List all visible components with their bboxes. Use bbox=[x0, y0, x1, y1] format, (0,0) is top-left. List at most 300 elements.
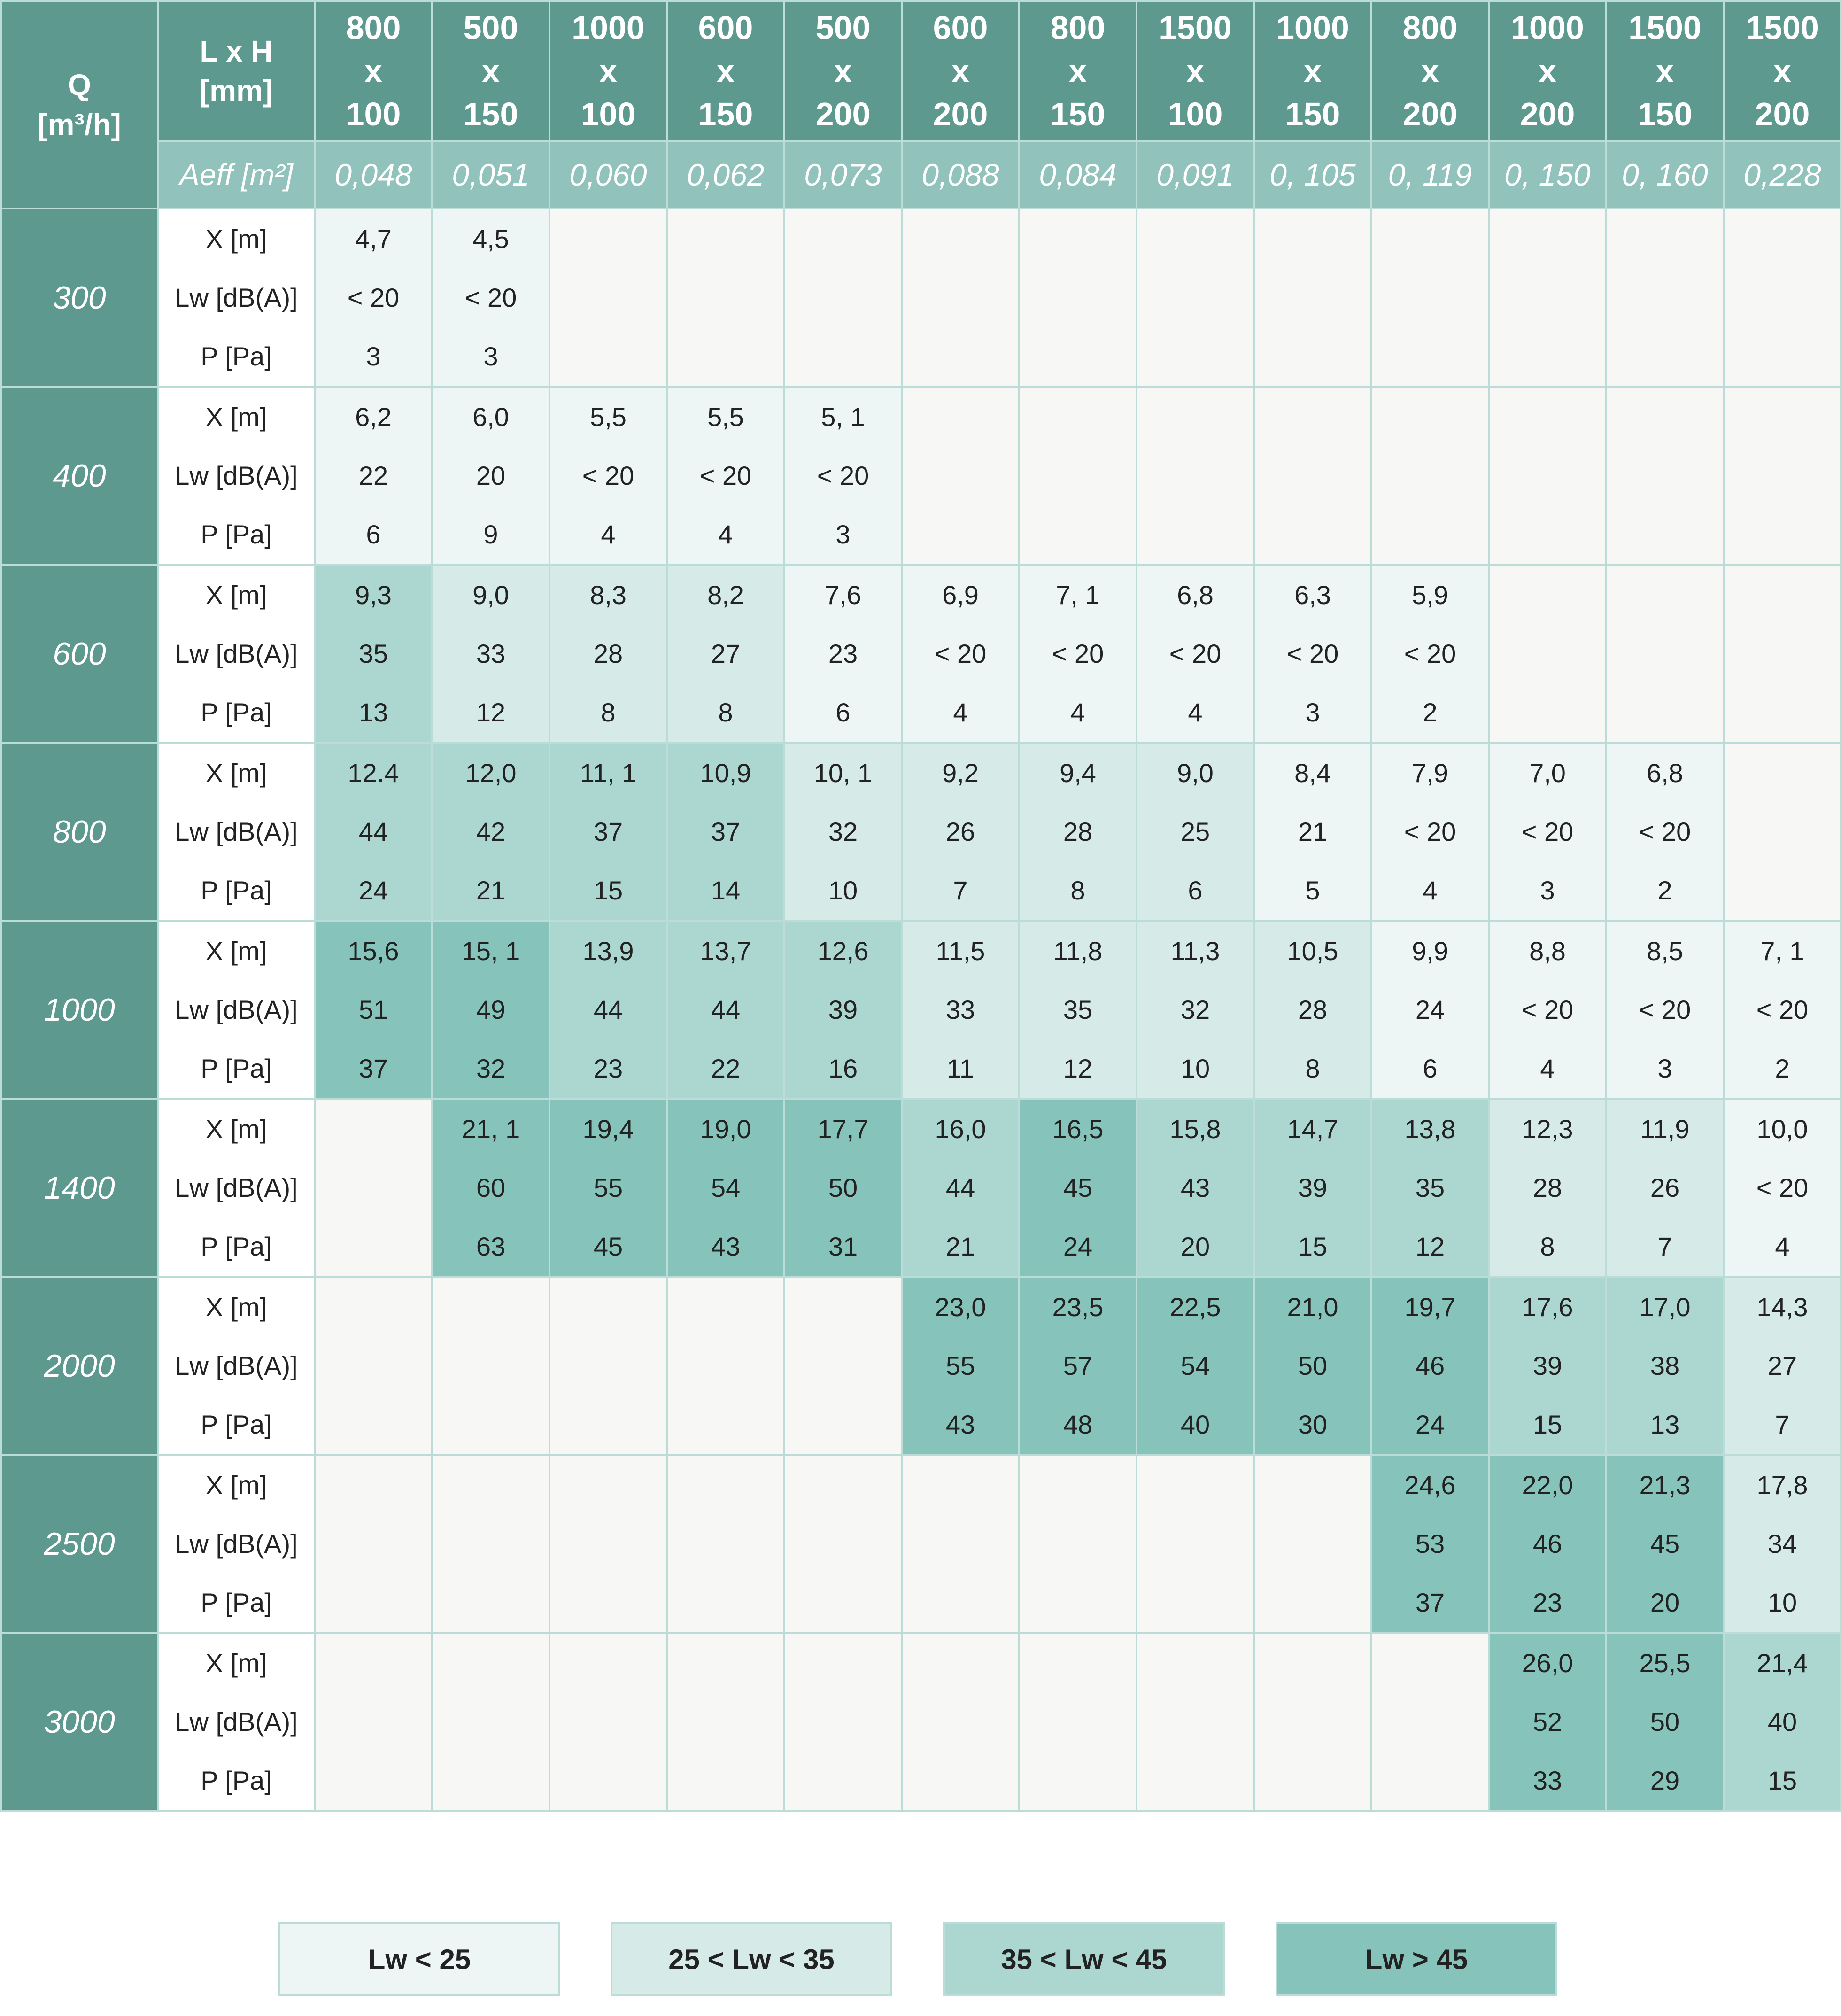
data-cell bbox=[1137, 565, 1254, 743]
parameter-label: P [Pa] bbox=[201, 1410, 272, 1439]
data-cell bbox=[315, 921, 432, 1099]
throw-distance-value: 6,8 bbox=[1177, 580, 1214, 610]
parameter-labels bbox=[158, 1277, 315, 1455]
throw-distance-value: 21,3 bbox=[1639, 1470, 1691, 1500]
parameter-label: X [m] bbox=[205, 224, 267, 254]
empty-cell bbox=[667, 1277, 784, 1455]
empty-cell bbox=[1137, 1455, 1254, 1633]
data-cell bbox=[1137, 743, 1254, 921]
pressure-drop-value: 14 bbox=[711, 876, 741, 905]
parameter-label: X [m] bbox=[205, 1648, 267, 1678]
column-header bbox=[1254, 1, 1371, 141]
data-cell bbox=[902, 565, 1019, 743]
throw-distance-value: 17,0 bbox=[1639, 1292, 1691, 1322]
pressure-drop-value: 4 bbox=[1423, 876, 1438, 905]
data-cell bbox=[1724, 1455, 1841, 1633]
throw-distance-value: 4,5 bbox=[472, 224, 509, 254]
data-cell bbox=[1606, 1099, 1724, 1277]
pressure-drop-value: 5 bbox=[1305, 876, 1320, 905]
sound-power-value: 28 bbox=[1063, 817, 1093, 846]
empty-cell bbox=[1137, 387, 1254, 565]
sound-power-value: 46 bbox=[1415, 1351, 1445, 1380]
table-row bbox=[1, 565, 1841, 743]
throw-distance-value: 12,6 bbox=[817, 936, 869, 966]
pressure-drop-value: 4 bbox=[1188, 698, 1203, 727]
pressure-drop-value: 4 bbox=[1775, 1232, 1790, 1261]
sound-power-value: < 20 bbox=[1404, 639, 1456, 668]
parameter-label: P [Pa] bbox=[201, 520, 272, 549]
sound-power-value: 54 bbox=[711, 1173, 741, 1202]
throw-distance-value: 10,0 bbox=[1756, 1114, 1808, 1144]
column-height: 100 bbox=[1168, 96, 1223, 132]
flow-rate-header-line1: Q bbox=[68, 68, 91, 102]
throw-distance-value: 11,5 bbox=[936, 936, 985, 966]
throw-distance-value: 12,3 bbox=[1522, 1114, 1573, 1144]
column-header bbox=[1606, 1, 1724, 141]
column-width: 1000 bbox=[572, 9, 645, 46]
data-cell bbox=[1489, 1277, 1606, 1455]
throw-distance-value: 16,5 bbox=[1052, 1114, 1104, 1144]
pressure-drop-value: 3 bbox=[366, 341, 381, 371]
column-header bbox=[432, 1, 549, 141]
pressure-drop-value: 6 bbox=[1423, 1054, 1438, 1083]
empty-cell bbox=[1254, 209, 1371, 387]
sound-power-value: 39 bbox=[1532, 1351, 1563, 1380]
throw-distance-value: 24,6 bbox=[1404, 1470, 1456, 1500]
sound-power-value: 54 bbox=[1180, 1351, 1210, 1380]
parameter-labels bbox=[158, 565, 315, 743]
data-cell bbox=[1254, 1277, 1371, 1455]
column-separator: x bbox=[481, 53, 500, 89]
throw-distance-value: 9,2 bbox=[942, 758, 979, 788]
column-width: 600 bbox=[933, 9, 988, 46]
parameter-labels bbox=[158, 1455, 315, 1633]
aeff-value: 0,088 bbox=[902, 141, 1019, 209]
sound-power-value: 50 bbox=[828, 1173, 858, 1202]
column-width: 1000 bbox=[1276, 9, 1349, 46]
data-cell bbox=[1606, 1633, 1724, 1811]
sound-power-value: 42 bbox=[476, 817, 506, 846]
data-cell bbox=[1489, 743, 1606, 921]
data-cell bbox=[902, 1099, 1019, 1277]
column-separator: x bbox=[1186, 53, 1205, 89]
sound-power-value: 39 bbox=[1298, 1173, 1328, 1202]
sound-power-value: 44 bbox=[358, 817, 388, 846]
pressure-drop-value: 45 bbox=[593, 1232, 623, 1261]
data-cell bbox=[902, 743, 1019, 921]
sound-power-value: 27 bbox=[1767, 1351, 1797, 1380]
column-header bbox=[1137, 1, 1254, 141]
pressure-drop-value: 3 bbox=[1657, 1054, 1672, 1083]
throw-distance-value: 26,0 bbox=[1522, 1648, 1573, 1678]
parameter-label: X [m] bbox=[205, 936, 267, 966]
aeff-value: 0,062 bbox=[667, 141, 784, 209]
empty-cell bbox=[1137, 1633, 1254, 1811]
pressure-drop-value: 20 bbox=[1180, 1232, 1210, 1261]
column-height: 200 bbox=[933, 96, 988, 132]
throw-distance-value: 19,7 bbox=[1404, 1292, 1456, 1322]
throw-distance-value: 6,8 bbox=[1647, 758, 1683, 788]
dimension-header-line2: [mm] bbox=[199, 74, 273, 108]
pressure-drop-value: 8 bbox=[718, 698, 733, 727]
throw-distance-value: 19,4 bbox=[582, 1114, 634, 1144]
empty-cell bbox=[315, 1633, 432, 1811]
empty-cell bbox=[549, 209, 667, 387]
empty-cell bbox=[432, 1455, 549, 1633]
throw-distance-value: 16,0 bbox=[935, 1114, 986, 1144]
data-cell bbox=[1137, 1099, 1254, 1277]
flow-rate-value: 2000 bbox=[1, 1277, 158, 1455]
throw-distance-value: 6,2 bbox=[355, 402, 392, 432]
sound-power-value: 35 bbox=[358, 639, 388, 668]
sound-power-value: 23 bbox=[828, 639, 858, 668]
table-row bbox=[1, 1099, 1841, 1277]
table-row bbox=[1, 387, 1841, 565]
pressure-drop-value: 13 bbox=[358, 698, 388, 727]
data-cell bbox=[1724, 921, 1841, 1099]
empty-cell bbox=[1019, 387, 1137, 565]
table-row bbox=[1, 209, 1841, 387]
pressure-drop-value: 9 bbox=[483, 520, 498, 549]
empty-cell bbox=[1019, 209, 1137, 387]
column-height: 150 bbox=[698, 96, 753, 132]
sound-power-value: < 20 bbox=[1286, 639, 1339, 668]
throw-distance-value: 15, 1 bbox=[461, 936, 520, 966]
column-width: 1000 bbox=[1511, 9, 1584, 46]
column-separator: x bbox=[1655, 53, 1674, 89]
throw-distance-value: 23,5 bbox=[1052, 1292, 1104, 1322]
flow-rate-header bbox=[1, 1, 158, 209]
parameter-label: P [Pa] bbox=[201, 1054, 272, 1083]
pressure-drop-value: 6 bbox=[835, 698, 851, 727]
throw-distance-value: 22,5 bbox=[1169, 1292, 1221, 1322]
pressure-drop-value: 8 bbox=[1070, 876, 1085, 905]
parameter-label: Lw [dB(A)] bbox=[175, 1707, 298, 1737]
pressure-drop-value: 4 bbox=[953, 698, 968, 727]
sound-power-value: < 20 bbox=[347, 283, 400, 312]
data-cell bbox=[1489, 1099, 1606, 1277]
throw-distance-value: 6,9 bbox=[942, 580, 979, 610]
column-separator: x bbox=[1068, 53, 1087, 89]
throw-distance-value: 8,2 bbox=[707, 580, 744, 610]
throw-distance-value: 15,8 bbox=[1169, 1114, 1221, 1144]
pressure-drop-value: 24 bbox=[1415, 1410, 1445, 1439]
data-cell bbox=[549, 565, 667, 743]
flow-rate-value: 1000 bbox=[1, 921, 158, 1099]
throw-distance-value: 12,0 bbox=[465, 758, 517, 788]
data-cell bbox=[432, 387, 549, 565]
parameter-label: Lw [dB(A)] bbox=[175, 1351, 298, 1380]
throw-distance-value: 7, 1 bbox=[1760, 936, 1804, 966]
data-cell bbox=[432, 209, 549, 387]
flow-rate-header-line2: [m³/h] bbox=[38, 108, 121, 141]
column-height: 200 bbox=[1402, 96, 1458, 132]
aeff-value: 0, 119 bbox=[1371, 141, 1489, 209]
throw-distance-value: 11,8 bbox=[1053, 936, 1103, 966]
column-height: 200 bbox=[815, 96, 871, 132]
aeff-value: 0, 150 bbox=[1489, 141, 1606, 209]
pressure-drop-value: 4 bbox=[601, 520, 616, 549]
aeff-value: 0,084 bbox=[1019, 141, 1137, 209]
parameter-label: X [m] bbox=[205, 402, 267, 432]
legend-item: 25 < Lw < 35 bbox=[611, 1922, 892, 1996]
column-width: 1500 bbox=[1628, 9, 1702, 46]
column-separator: x bbox=[1303, 53, 1322, 89]
sound-power-value: 57 bbox=[1063, 1351, 1093, 1380]
throw-distance-value: 11,9 bbox=[1640, 1114, 1690, 1144]
aeff-value: 0,073 bbox=[784, 141, 902, 209]
column-separator: x bbox=[716, 53, 735, 89]
empty-cell bbox=[315, 1455, 432, 1633]
sound-power-value: < 20 bbox=[1521, 995, 1574, 1024]
pressure-drop-value: 15 bbox=[1298, 1232, 1328, 1261]
sound-power-value: 38 bbox=[1650, 1351, 1680, 1380]
data-cell bbox=[667, 1099, 784, 1277]
aeff-value: 0,060 bbox=[549, 141, 667, 209]
empty-cell bbox=[902, 387, 1019, 565]
data-cell bbox=[549, 743, 667, 921]
empty-cell bbox=[549, 1277, 667, 1455]
pressure-drop-value: 24 bbox=[358, 876, 388, 905]
column-width: 500 bbox=[463, 9, 518, 46]
column-header bbox=[667, 1, 784, 141]
empty-cell bbox=[1489, 209, 1606, 387]
empty-cell bbox=[1019, 1633, 1137, 1811]
column-height: 150 bbox=[1050, 96, 1106, 132]
parameter-label: X [m] bbox=[205, 1470, 267, 1500]
empty-cell bbox=[1254, 1455, 1371, 1633]
column-header bbox=[1019, 1, 1137, 141]
sound-power-value: 28 bbox=[1532, 1173, 1563, 1202]
sound-power-value: < 20 bbox=[1052, 639, 1104, 668]
parameter-labels bbox=[158, 209, 315, 387]
pressure-drop-value: 3 bbox=[835, 520, 851, 549]
pressure-drop-value: 15 bbox=[593, 876, 623, 905]
pressure-drop-value: 11 bbox=[946, 1054, 975, 1083]
parameter-label: P [Pa] bbox=[201, 1232, 272, 1261]
sound-power-value: 51 bbox=[358, 995, 388, 1024]
throw-distance-value: 17,7 bbox=[817, 1114, 869, 1144]
column-header bbox=[1724, 1, 1841, 141]
sound-power-value: 27 bbox=[711, 639, 741, 668]
pressure-drop-value: 43 bbox=[711, 1232, 741, 1261]
data-cell bbox=[667, 387, 784, 565]
table-row bbox=[1, 1277, 1841, 1455]
sound-power-value: 55 bbox=[945, 1351, 975, 1380]
data-cell bbox=[1371, 565, 1489, 743]
sound-power-value: < 20 bbox=[582, 461, 634, 490]
throw-distance-value: 5, 1 bbox=[821, 402, 865, 432]
sound-power-value: 44 bbox=[711, 995, 741, 1024]
data-cell bbox=[1254, 921, 1371, 1099]
column-height: 150 bbox=[1285, 96, 1340, 132]
throw-distance-value: 8,5 bbox=[1647, 936, 1683, 966]
data-cell bbox=[784, 921, 902, 1099]
sound-power-value: 50 bbox=[1298, 1351, 1328, 1380]
pressure-drop-value: 7 bbox=[1657, 1232, 1672, 1261]
flow-rate-value: 1400 bbox=[1, 1099, 158, 1277]
pressure-drop-value: 23 bbox=[593, 1054, 623, 1083]
sound-power-value: 44 bbox=[945, 1173, 975, 1202]
column-width: 800 bbox=[1050, 9, 1106, 46]
data-cell bbox=[902, 1277, 1019, 1455]
throw-distance-value: 7,6 bbox=[825, 580, 861, 610]
column-width: 600 bbox=[698, 9, 753, 46]
sound-power-value: 37 bbox=[593, 817, 623, 846]
parameter-label: Lw [dB(A)] bbox=[175, 1529, 298, 1559]
data-cell bbox=[667, 921, 784, 1099]
pressure-drop-value: 21 bbox=[945, 1232, 975, 1261]
column-height: 100 bbox=[346, 96, 401, 132]
parameter-label: P [Pa] bbox=[201, 341, 272, 371]
sound-power-value: 34 bbox=[1767, 1529, 1797, 1559]
data-cell bbox=[549, 1099, 667, 1277]
throw-distance-value: 7,9 bbox=[1412, 758, 1448, 788]
flow-rate-value: 3000 bbox=[1, 1633, 158, 1811]
column-width: 1500 bbox=[1746, 9, 1819, 46]
data-cell bbox=[784, 1099, 902, 1277]
sound-power-value: 49 bbox=[476, 995, 506, 1024]
pressure-drop-value: 10 bbox=[1767, 1588, 1797, 1617]
throw-distance-value: 5,5 bbox=[707, 402, 744, 432]
throw-distance-value: 21, 1 bbox=[461, 1114, 520, 1144]
throw-distance-value: 4,7 bbox=[355, 224, 392, 254]
parameter-label: X [m] bbox=[205, 580, 267, 610]
sound-power-value: < 20 bbox=[1521, 817, 1574, 846]
sound-power-value: 20 bbox=[476, 461, 506, 490]
throw-distance-value: 13,8 bbox=[1404, 1114, 1456, 1144]
throw-distance-value: 9,4 bbox=[1060, 758, 1096, 788]
throw-distance-value: 15,6 bbox=[348, 936, 399, 966]
data-cell bbox=[1724, 1633, 1841, 1811]
parameter-label: X [m] bbox=[205, 1292, 267, 1322]
sound-power-value: < 20 bbox=[934, 639, 987, 668]
empty-cell bbox=[1724, 387, 1841, 565]
pressure-drop-value: 2 bbox=[1775, 1054, 1790, 1083]
sound-power-value: < 20 bbox=[464, 283, 517, 312]
sound-power-value: 21 bbox=[1298, 817, 1328, 846]
sound-power-value: < 20 bbox=[1639, 995, 1691, 1024]
parameter-label: P [Pa] bbox=[201, 698, 272, 727]
parameter-labels bbox=[158, 743, 315, 921]
column-height: 200 bbox=[1520, 96, 1575, 132]
pressure-drop-value: 12 bbox=[1063, 1054, 1093, 1083]
sound-power-value: 25 bbox=[1180, 817, 1210, 846]
empty-cell bbox=[784, 209, 902, 387]
pressure-drop-value: 30 bbox=[1298, 1410, 1328, 1439]
data-cell bbox=[1371, 1277, 1489, 1455]
sound-power-value: 32 bbox=[828, 817, 858, 846]
pressure-drop-value: 13 bbox=[1650, 1410, 1680, 1439]
throw-distance-value: 9,9 bbox=[1412, 936, 1448, 966]
pressure-drop-value: 3 bbox=[1540, 876, 1555, 905]
sound-power-value: < 20 bbox=[817, 461, 869, 490]
empty-cell bbox=[667, 209, 784, 387]
pressure-drop-value: 10 bbox=[828, 876, 858, 905]
column-header bbox=[784, 1, 902, 141]
sound-power-value: 26 bbox=[945, 817, 975, 846]
parameter-label: Lw [dB(A)] bbox=[175, 995, 298, 1024]
empty-cell bbox=[1254, 1633, 1371, 1811]
table-row bbox=[1, 1633, 1841, 1811]
pressure-drop-value: 6 bbox=[366, 520, 381, 549]
sound-power-value: 45 bbox=[1063, 1173, 1093, 1202]
aeff-value: 0, 160 bbox=[1606, 141, 1724, 209]
pressure-drop-value: 24 bbox=[1063, 1232, 1093, 1261]
throw-distance-value: 8,4 bbox=[1294, 758, 1331, 788]
parameter-label: Lw [dB(A)] bbox=[175, 1173, 298, 1202]
throw-distance-value: 9,0 bbox=[472, 580, 509, 610]
empty-cell bbox=[315, 1099, 432, 1277]
empty-cell bbox=[667, 1633, 784, 1811]
aeff-header: Aeff [m²] bbox=[158, 141, 315, 209]
sound-power-value: < 20 bbox=[699, 461, 752, 490]
pressure-drop-value: 4 bbox=[718, 520, 733, 549]
empty-cell bbox=[1606, 209, 1724, 387]
empty-cell bbox=[1371, 209, 1489, 387]
data-cell bbox=[1606, 1455, 1724, 1633]
data-cell bbox=[1606, 743, 1724, 921]
pressure-drop-value: 21 bbox=[476, 876, 506, 905]
pressure-drop-value: 6 bbox=[1188, 876, 1203, 905]
throw-distance-value: 8,8 bbox=[1529, 936, 1566, 966]
pressure-drop-value: 8 bbox=[1540, 1232, 1555, 1261]
throw-distance-value: 13,9 bbox=[582, 936, 634, 966]
data-cell bbox=[549, 387, 667, 565]
sound-power-value: 45 bbox=[1650, 1529, 1680, 1559]
pressure-drop-value: 8 bbox=[1305, 1054, 1320, 1083]
data-cell bbox=[315, 209, 432, 387]
pressure-drop-value: 7 bbox=[953, 876, 968, 905]
column-header bbox=[549, 1, 667, 141]
throw-distance-value: 11, 1 bbox=[580, 758, 637, 788]
column-height: 150 bbox=[1637, 96, 1693, 132]
column-separator: x bbox=[834, 53, 852, 89]
sound-power-value: 28 bbox=[593, 639, 623, 668]
throw-distance-value: 8,3 bbox=[590, 580, 627, 610]
parameter-label: X [m] bbox=[205, 1114, 267, 1144]
pressure-drop-value: 16 bbox=[828, 1054, 858, 1083]
flow-rate-value: 300 bbox=[1, 209, 158, 387]
parameter-label: Lw [dB(A)] bbox=[175, 283, 298, 312]
pressure-drop-value: 32 bbox=[476, 1054, 506, 1083]
sound-power-value: 22 bbox=[358, 461, 388, 490]
empty-cell bbox=[902, 1633, 1019, 1811]
data-cell bbox=[315, 743, 432, 921]
throw-distance-value: 7,0 bbox=[1529, 758, 1566, 788]
sound-power-value: 60 bbox=[476, 1173, 506, 1202]
data-cell bbox=[432, 921, 549, 1099]
parameter-labels bbox=[158, 1099, 315, 1277]
column-height: 200 bbox=[1755, 96, 1810, 132]
aeff-value: 0, 105 bbox=[1254, 141, 1371, 209]
sound-power-value: < 20 bbox=[1756, 1173, 1809, 1202]
data-cell bbox=[315, 565, 432, 743]
empty-cell bbox=[1254, 387, 1371, 565]
throw-distance-value: 11,3 bbox=[1170, 936, 1220, 966]
pressure-drop-value: 2 bbox=[1657, 876, 1672, 905]
aeff-value: 0,228 bbox=[1724, 141, 1841, 209]
sound-power-value: 40 bbox=[1767, 1707, 1797, 1737]
sound-power-value: < 20 bbox=[1404, 817, 1456, 846]
column-separator: x bbox=[1773, 53, 1792, 89]
table-row bbox=[1, 921, 1841, 1099]
legend-item: Lw < 25 bbox=[278, 1922, 560, 1996]
pressure-drop-value: 10 bbox=[1180, 1054, 1210, 1083]
data-cell bbox=[1606, 1277, 1724, 1455]
empty-cell bbox=[549, 1455, 667, 1633]
data-cell bbox=[1254, 743, 1371, 921]
